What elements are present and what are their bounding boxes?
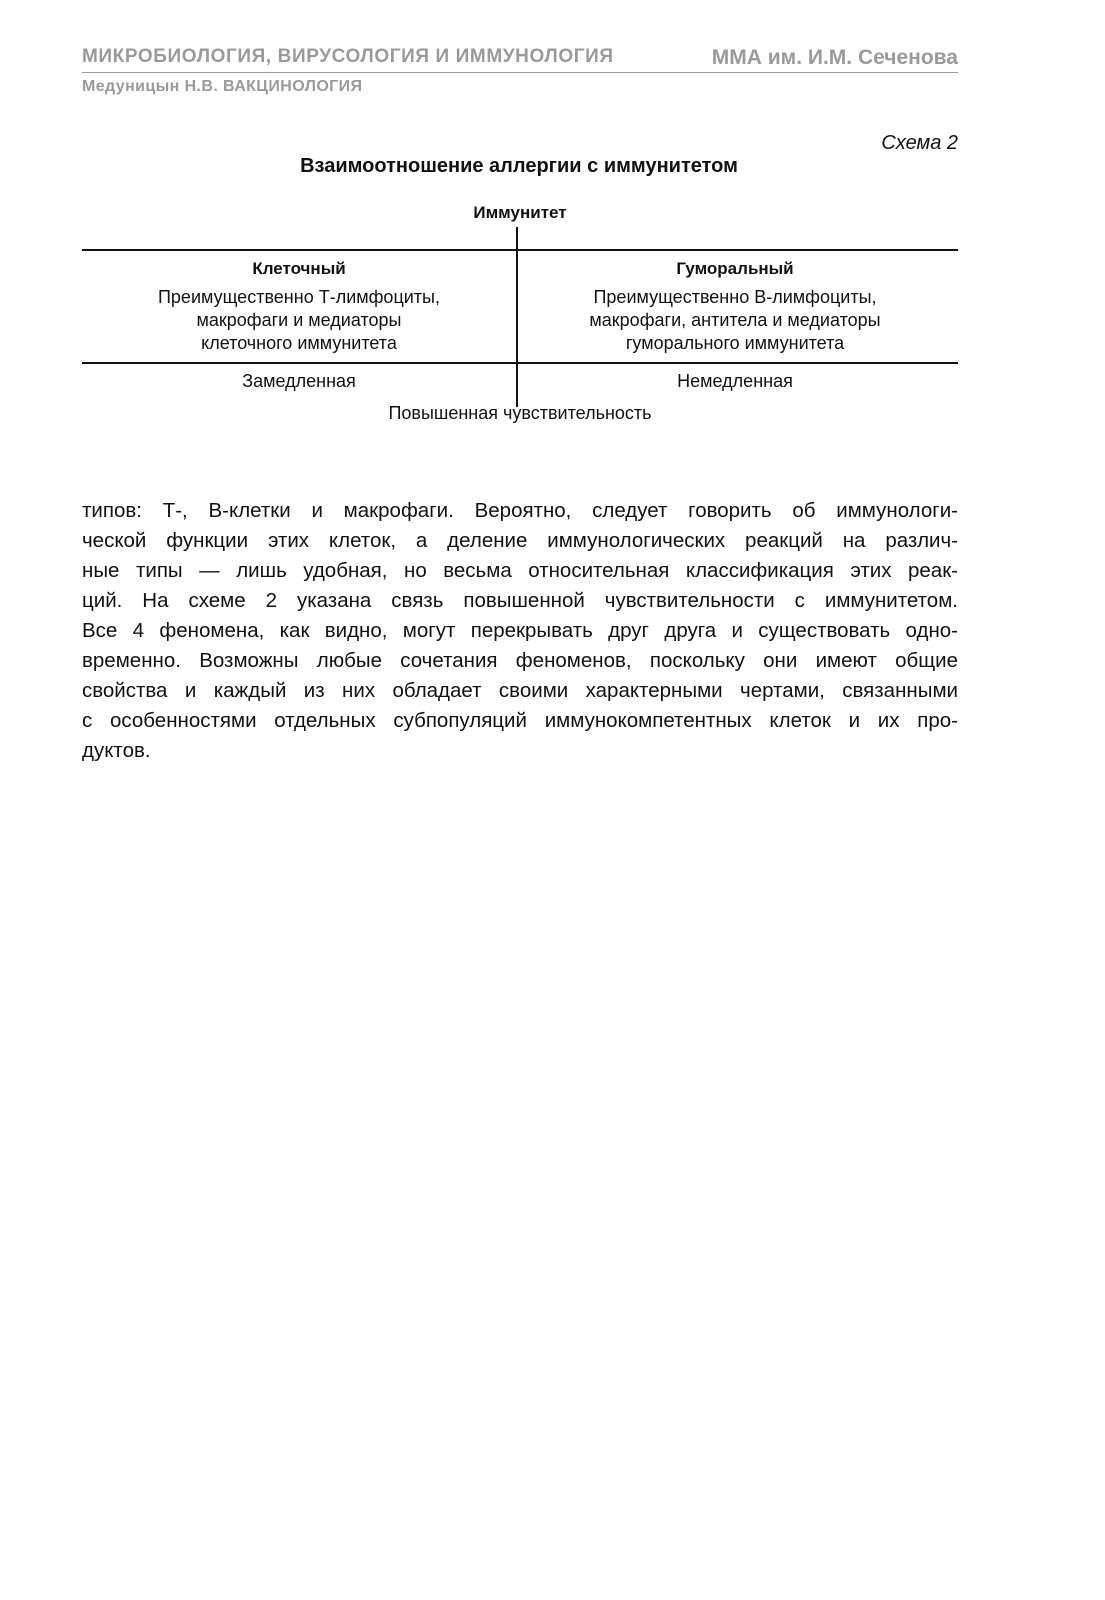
scheme-root-label: Иммунитет <box>473 203 567 222</box>
humoral-column <box>518 259 952 355</box>
paragraph-line: Все 4 феномена, как видно, могут перекрывать друг друга и существовать одно- <box>82 619 958 642</box>
humoral-heading: Гуморальный <box>676 259 794 278</box>
running-header <box>82 46 958 73</box>
root-connector-line <box>516 227 518 250</box>
paragraph-line: ные типы — лишь удобная, но весьма относительная классификация этих реак- <box>82 559 958 582</box>
running-subheader: Медуницын Н.В. ВАКЦИНОЛОГИЯ <box>82 78 363 95</box>
body-paragraph <box>82 496 958 766</box>
humoral-description-line: Преимущественно В-лимфоциты, <box>593 287 877 307</box>
scheme-diagram <box>82 195 958 435</box>
paragraph-line: типов: Т-, В-клетки и макрофаги. Вероятно, следует говорить об иммунологи- <box>82 499 958 522</box>
upper-divider-line <box>82 249 958 251</box>
running-header-right: ММА им. И.М. Сеченова <box>711 46 958 69</box>
scheme-title: Взаимоотношение аллергии с иммунитетом <box>300 155 738 177</box>
cellular-description-line: Преимущественно Т-лимфоциты, <box>157 287 440 307</box>
hypersensitivity-label: Повышенная чувствительность <box>388 403 652 423</box>
running-header-left: МИКРОБИОЛОГИЯ, ВИРУСОЛОГИЯ И ИММУНОЛОГИЯ <box>82 46 614 67</box>
humoral-description-line: макрофаги, антитела и медиаторы <box>589 310 881 330</box>
delayed-type-label: Замедленная <box>242 371 356 391</box>
paragraph-line: ций. На схеме 2 указана связь повышенной чувствительности с иммунитетом. <box>82 589 958 612</box>
paragraph-line: временно. Возможны любые сочетания феноменов, поскольку они имеют общие <box>82 649 958 672</box>
paragraph-line: с особенностями отдельных субпопуляций иммунокомпетентных клеток и их про- <box>82 709 958 732</box>
paragraph-line: дуктов. <box>82 739 151 762</box>
cellular-column <box>82 259 516 355</box>
cellular-description-line: клеточного иммунитета <box>201 333 397 353</box>
paragraph-line: ческой функции этих клеток, а деление иммунологических реакций на различ- <box>82 529 958 552</box>
cellular-heading: Клеточный <box>252 259 346 278</box>
humoral-description-line: гуморального иммунитета <box>625 333 845 353</box>
immediate-type-label: Немедленная <box>677 371 793 391</box>
paragraph-line: свойства и каждый из них обладает своими характерными чертами, связанными <box>82 679 958 702</box>
cellular-description <box>82 286 516 355</box>
scheme-label: Схема 2 <box>881 132 958 154</box>
cellular-description-line: макрофаги и медиаторы <box>196 310 402 330</box>
lower-divider-line <box>82 362 958 364</box>
humoral-description <box>518 286 952 355</box>
